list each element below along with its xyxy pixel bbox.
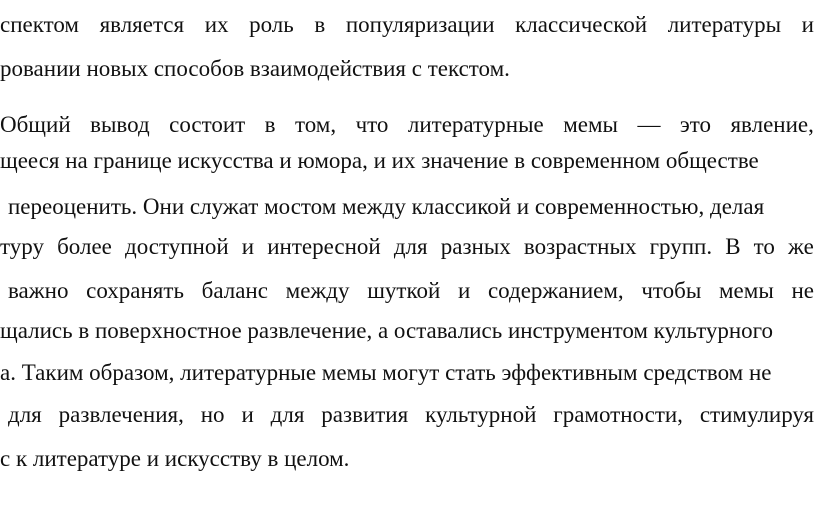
word: грамотности, — [553, 402, 683, 427]
text-line — [0, 232, 814, 262]
word: является — [99, 12, 185, 37]
text-line: ровании новых способов взаимодействия с текстом. — [0, 56, 510, 81]
text-line: а. Таким образом, литературные мемы могут стать эффективным средством не — [0, 360, 772, 385]
text-line: щались в поверхностное развлечение, а оставались инструментом культурного — [0, 318, 774, 343]
word: это — [679, 112, 712, 137]
word: не — [791, 278, 814, 303]
word: роль — [249, 12, 294, 37]
word: что — [355, 112, 389, 137]
word: но — [200, 402, 225, 427]
word: для — [8, 402, 42, 427]
word: более — [57, 234, 112, 259]
word: в — [264, 112, 276, 137]
word: для — [393, 234, 428, 259]
word: содержанием, — [487, 278, 624, 303]
word: интересной — [267, 234, 381, 259]
word: доступной — [125, 234, 229, 259]
word: и — [801, 12, 814, 37]
text-line: переоценить. Они служат мостом между классикой и современностью, делая — [8, 194, 765, 219]
word: и — [241, 402, 254, 427]
word: вывод — [90, 112, 150, 137]
word: шуткой — [367, 278, 441, 303]
word: баланс — [201, 278, 268, 303]
word: том, — [295, 112, 337, 137]
word: возрастных — [523, 234, 637, 259]
word: литературы — [667, 12, 782, 37]
word: развлечения, — [58, 402, 184, 427]
word: для — [270, 402, 305, 427]
word: сохранять — [86, 278, 184, 303]
word: важно — [8, 278, 69, 303]
word: Общий — [0, 112, 71, 137]
word: популяризации — [345, 12, 495, 37]
text-line: щееся на границе искусства и юмора, и их значение в современном обществе — [0, 148, 759, 173]
text-line — [8, 276, 814, 306]
word: — — [637, 112, 661, 137]
word: развития — [321, 402, 409, 427]
word: мемы — [563, 112, 618, 137]
word: их — [204, 12, 229, 37]
text-line — [0, 10, 814, 40]
word: спектом — [0, 12, 79, 37]
word: мемы — [719, 278, 774, 303]
word: явление, — [730, 112, 814, 137]
word: В — [725, 234, 741, 259]
word: в — [314, 12, 326, 37]
word: разных — [440, 234, 511, 259]
word: литературные — [407, 112, 544, 137]
word: групп. — [649, 234, 713, 259]
word: чтобы — [641, 278, 702, 303]
text-line — [0, 110, 814, 140]
word: туру — [0, 234, 44, 259]
word: и — [241, 234, 255, 259]
word: то — [753, 234, 775, 259]
word: культурной — [425, 402, 537, 427]
text-line — [8, 400, 814, 430]
word: состоит — [169, 112, 246, 137]
word: же — [788, 234, 814, 259]
word: классической — [515, 12, 648, 37]
word: и — [457, 278, 471, 303]
word: стимулируя — [699, 402, 814, 427]
word: между — [285, 278, 350, 303]
text-line: с к литературе и искусству в целом. — [0, 446, 350, 471]
